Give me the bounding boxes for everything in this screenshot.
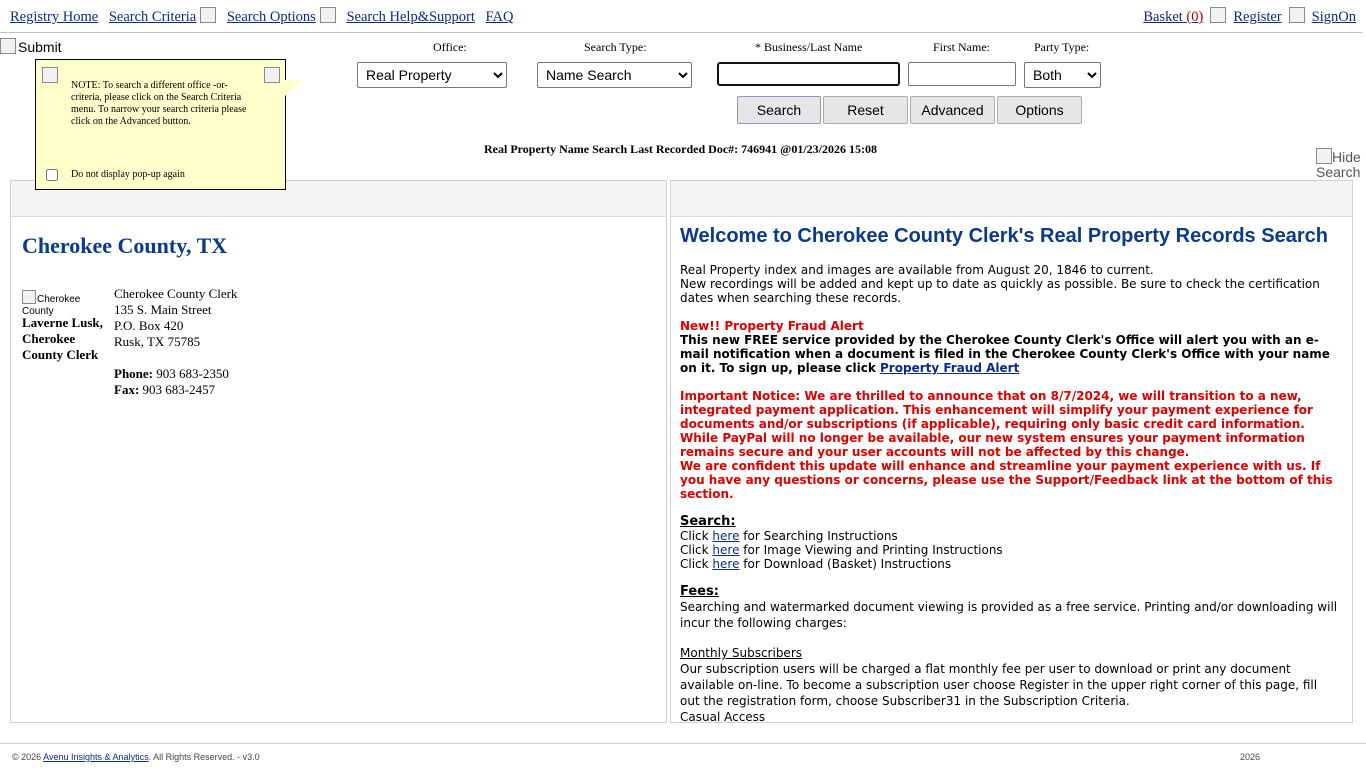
faq-link[interactable]: FAQ [485, 9, 514, 25]
click-text: Click [680, 557, 713, 571]
party-type-select[interactable] [1024, 62, 1101, 88]
casual-access-heading: Casual Access [680, 710, 766, 723]
fax-number: 903 683-2457 [139, 382, 216, 397]
search-help-link[interactable]: Search Help&Support [346, 9, 475, 25]
basket-count: (0) [1186, 9, 1204, 25]
search-instructions-line [680, 529, 1340, 543]
fees-text: Searching and watermarked document viewing is provided as a free service. Printing and/or downloading will incur the following charges: [680, 600, 1338, 630]
street-address: 135 S. Main Street [114, 302, 212, 317]
business-last-name-label: * Business/Last Name [755, 40, 863, 54]
phone-line [114, 366, 237, 382]
options-button[interactable]: Options [997, 96, 1082, 124]
intro-line-1: Real Property index and images are available from August 20, 1846 to current. [680, 263, 1154, 277]
county-title: Cherokee County, TX [22, 233, 228, 258]
party-type-label: Party Type: [1034, 40, 1090, 54]
office-label: Office: [433, 40, 467, 54]
search-criteria-link[interactable]: Search Criteria [108, 9, 197, 25]
submit-icon [0, 38, 16, 54]
search-options-link[interactable]: Search Options [226, 9, 316, 25]
search-line-2: for Image Viewing and Printing Instructions [739, 543, 1003, 557]
monthly-subscribers-text: Our subscription users will be charged a flat monthly fee per user to download or print any document available on-line. To become a subscription user choose Register in the upper right corner of this page, fill out the registration form, choose Subscriber31 in the Subscription Criteria. [680, 662, 1318, 708]
search-criteria-dropdown-icon[interactable] [200, 7, 216, 23]
popup-pointer [283, 80, 301, 98]
po-box: P.O. Box 420 [114, 318, 184, 333]
important-notice-3: We are confident this update will enhance and streamline your payment experience with us. If you have any questions or concerns, please use the Support/Feedback link at the bottom of this section. [680, 459, 1333, 501]
registry-home-link[interactable]: Registry Home [10, 9, 99, 25]
business-last-name-input[interactable] [717, 62, 900, 86]
phone-label: Phone: [114, 366, 153, 381]
click-text: Click [680, 529, 713, 543]
reset-button[interactable]: Reset [823, 96, 908, 124]
search-type-label: Search Type: [584, 40, 647, 54]
top-nav [0, 0, 1362, 33]
monthly-subscribers-heading: Monthly Subscribers [680, 646, 803, 660]
popup-close-icon[interactable] [264, 67, 280, 83]
top-nav-right [1143, 7, 1356, 26]
clerk-address [114, 286, 237, 398]
signon-icon [1289, 7, 1305, 23]
county-seal-image [22, 290, 92, 318]
welcome-panel [670, 180, 1353, 723]
county-info-panel [10, 180, 667, 723]
phone-number: 903 683-2350 [153, 366, 229, 381]
top-nav-left [10, 7, 520, 26]
seal-alt-text: Cherokee County [22, 294, 81, 317]
signon-link[interactable]: SignOn [1311, 9, 1356, 25]
popup-left-image [42, 67, 58, 83]
office-name: Cherokee County Clerk [114, 286, 238, 301]
popup-note-text: NOTE: To search a different office -or- criteria, please click on the Search Criteria menu. To narrow your search criteria please click on the Advanced button. [71, 80, 247, 127]
property-fraud-alert-link[interactable]: Property Fraud Alert [880, 361, 1020, 375]
footer-copyright [12, 752, 260, 762]
basket-link[interactable] [1143, 9, 1203, 25]
welcome-title: Welcome to Cherokee County Clerk's Real Property Records Search [680, 225, 1328, 247]
copyright-text: © 2026 [12, 752, 44, 762]
image-instructions-line [680, 543, 1340, 557]
footer-year: 2026 [1240, 752, 1261, 762]
hide-search-text: Hide Search [1316, 149, 1361, 180]
fax-line [114, 382, 237, 398]
first-name-input[interactable] [908, 62, 1016, 86]
hide-search-icon [1316, 148, 1332, 164]
fraud-alert-body: This new FREE service provided by the Cherokee County Clerk's Office will alert you with an e-mail notification when a document is filed in the Cherokee County Clerk's Office with your name on it. To sign up, please click [680, 333, 1330, 375]
download-instructions-link[interactable]: here [712, 557, 740, 571]
fraud-alert-title: New!! Property Fraud Alert [680, 319, 864, 333]
important-notice-2: While PayPal will no longer be available, our new system ensures your payment information remains secure and your user accounts will not be affected by this change. [680, 431, 1305, 459]
note-popup [35, 59, 286, 190]
city-state-zip: Rusk, TX 75785 [114, 334, 201, 349]
register-icon [1210, 7, 1226, 23]
click-text: Click [680, 543, 713, 557]
fraud-alert-text [680, 333, 1340, 375]
image-viewing-instructions-link[interactable]: here [712, 543, 740, 557]
hide-search-button[interactable] [1316, 148, 1364, 180]
last-recorded-doc: Real Property Name Search Last Recorded Doc#: 746941 @01/23/2026 15:08 [484, 142, 877, 156]
search-type-select[interactable] [537, 62, 692, 88]
welcome-panel-header [671, 181, 1352, 217]
search-line-3: for Download (Basket) Instructions [739, 557, 952, 571]
fees-heading: Fees: [680, 584, 719, 599]
intro-line-2: New recordings will be added and kept up to date as quickly as possible. Be sure to check the certification dates when searching these records. [680, 277, 1320, 305]
rights-text: . All Rights Reserved. - v3.0 [148, 752, 260, 762]
download-instructions-line [680, 557, 1340, 571]
footer-divider [0, 743, 1366, 744]
office-select[interactable] [357, 62, 507, 88]
company-link[interactable]: Avenu Insights & Analytics [43, 752, 149, 762]
search-options-dropdown-icon[interactable] [320, 7, 336, 23]
searching-instructions-link[interactable]: here [712, 529, 740, 543]
search-line-1: for Searching Instructions [739, 529, 898, 543]
first-name-label: First Name: [933, 40, 990, 54]
do-not-display-checkbox[interactable] [46, 169, 58, 181]
register-link[interactable]: Register [1233, 9, 1282, 25]
submit-alt-text: Submit [18, 39, 62, 55]
do-not-display-label: Do not display pop-up again [71, 169, 185, 180]
seal-icon [22, 290, 36, 304]
fax-label: Fax: [114, 382, 140, 397]
important-notice-1: Important Notice: We are thrilled to announce that on 8/7/2024, we will transition to a new, integrated payment application. This enhancement will simplify your payment experience for documents and/or subscriptions (if applicable), requiring only basic credit card information. [680, 389, 1313, 431]
basket-label: Basket [1143, 9, 1183, 25]
advanced-button[interactable]: Advanced [910, 96, 995, 124]
submit-image-button[interactable] [0, 38, 62, 55]
clerk-name: Laverne Lusk, Cherokee County Clerk [22, 315, 103, 362]
search-button[interactable]: Search [737, 96, 821, 124]
search-heading: Search: [680, 514, 736, 529]
welcome-body [680, 263, 1340, 723]
